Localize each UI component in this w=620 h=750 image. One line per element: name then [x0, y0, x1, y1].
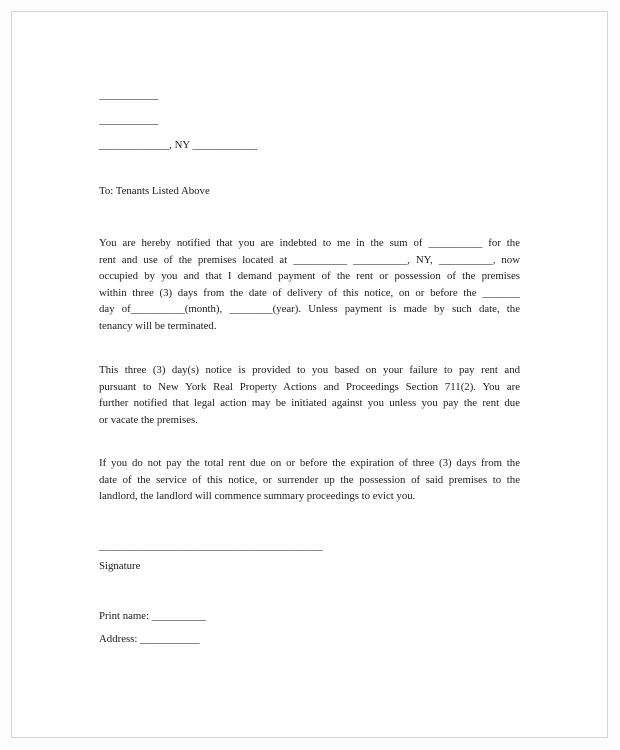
- paragraph-notice-of-debt: [99, 235, 520, 334]
- paragraph-line: or vacate the premises.: [99, 413, 198, 426]
- paragraph-legal-basis: [99, 362, 520, 428]
- paragraph-line: further notified that legal action may be initiated against you unless you pay the rent due: [99, 397, 520, 409]
- header-blank-line-1: ___________: [99, 89, 159, 101]
- paragraph-eviction-warning: [99, 455, 520, 505]
- print-name-line: Print name: __________: [99, 610, 206, 622]
- paragraph-line: pursuant to New York Real Property Actions and Proceedings Section 711(2). You are: [99, 380, 520, 393]
- paragraph-line: You are hereby notified that you are indebted to me in the sum of __________ for the: [99, 237, 520, 249]
- header-blank-line-2: ___________: [99, 114, 159, 126]
- paragraph-line: date of the service of this notice, or surrender up the possession of said premises to the: [99, 473, 520, 486]
- recipient-line: To: Tenants Listed Above: [99, 184, 210, 197]
- paragraph-line: tenancy will be terminated.: [99, 319, 217, 332]
- paragraph-line: within three (3) days from the date of delivery of this notice, on or before the _______: [99, 286, 520, 299]
- paragraph-line: landlord, the landlord will commence summary proceedings to evict you.: [99, 490, 416, 502]
- signature-rule-line: ________________________________________: [99, 539, 323, 552]
- city-state-line: _____________, NY ____________: [99, 139, 258, 151]
- paragraph-line: occupied by you and that I demand payment of the rent or possession of the premises: [99, 270, 520, 282]
- paragraph-line: This three (3) day(s) notice is provided to you based on your failure to pay rent and: [99, 364, 520, 376]
- signature-label: Signature: [99, 559, 141, 572]
- paragraph-line: rent and use of the premises located at __________ __________, NY, __________, now: [99, 253, 520, 266]
- paragraph-line: If you do not pay the total rent due on or before the expiration of three (3) days from the: [99, 457, 520, 469]
- paragraph-line: day of__________(month), ________(year). Unless payment is made by such date, the: [99, 303, 520, 315]
- document-page: [11, 11, 608, 738]
- address-line: Address: ___________: [99, 633, 200, 645]
